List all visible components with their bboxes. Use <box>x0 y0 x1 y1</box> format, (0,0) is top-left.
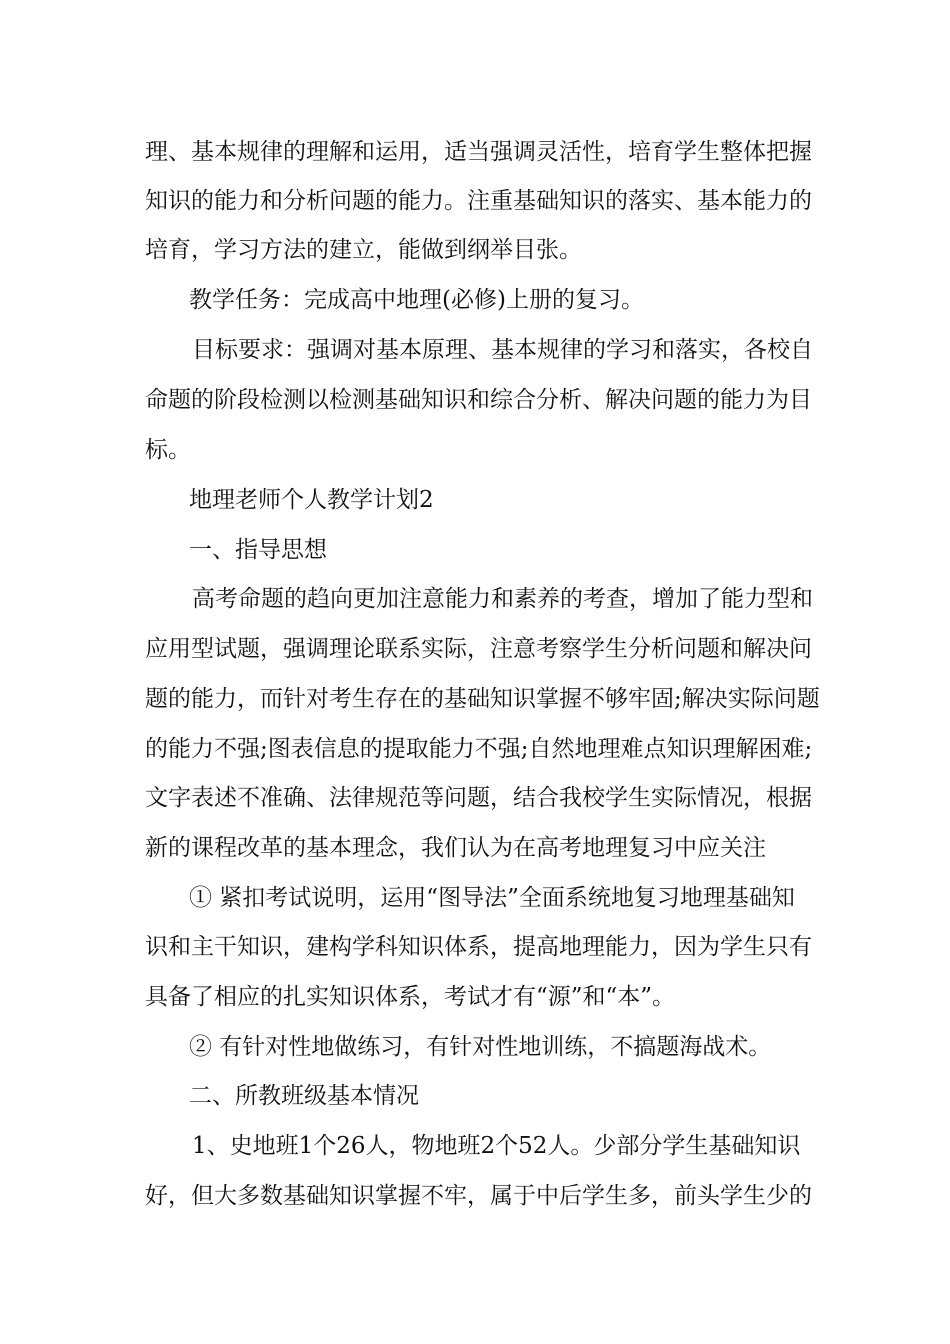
body-text-line: 培育，学习方法的建立，能做到纲举目张。 <box>145 237 582 263</box>
teaching-task-line: 教学任务：完成高中地理(必修)上册的复习。 <box>189 287 644 313</box>
body-text-line: 知识的能力和分析问题的能力。注重基础知识的落实、基本能力的 <box>145 188 812 214</box>
numbered-item-line: ② 有针对性地做练习，有针对性地训练，不搞题海战术。 <box>189 1034 772 1060</box>
body-text-line: 具备了相应的扎实知识体系，考试才有“源”和“本”。 <box>145 984 676 1010</box>
body-text-line: 新的课程改革的基本理念，我们认为在高考地理复习中应关注 <box>145 835 766 861</box>
numbered-item-line: ① 紧扣考试说明，运用“图导法”全面系统地复习地理基础知 <box>189 885 795 911</box>
body-text-line: 文字表述不准确、法律规范等问题，结合我校学生实际情况，根据 <box>145 785 812 811</box>
body-text-line: 理、基本规律的理解和运用，适当强调灵活性，培育学生整体把握 <box>145 139 812 165</box>
body-text-line: 标。 <box>145 437 191 463</box>
section-heading: 一、指导思想 <box>189 537 327 563</box>
goal-requirement-line: 目标要求：强调对基本原理、基本规律的学习和落实，各校自 <box>192 337 813 363</box>
body-text-line: 命题的阶段检测以检测基础知识和综合分析、解决问题的能力为目 <box>145 387 812 413</box>
body-text-line: 识和主干知识，建构学科知识体系，提高地理能力，因为学生只有 <box>145 934 812 960</box>
body-text-line: 好，但大多数基础知识掌握不牢，属于中后学生多，前头学生少的 <box>145 1183 812 1209</box>
section-heading: 二、所教班级基本情况 <box>189 1083 419 1109</box>
body-text-line: 1、史地班1个26人，物地班2个52人。少部分学生基础知识 <box>192 1133 801 1159</box>
body-text-line: 的能力不强;图表信息的提取能力不强;自然地理难点知识理解困难; <box>145 736 813 762</box>
section-title: 地理老师个人教学计划2 <box>189 487 434 513</box>
body-text-line: 高考命题的趋向更加注意能力和素养的考查，增加了能力型和 <box>192 586 813 612</box>
body-text-line: 应用型试题，强调理论联系实际，注意考察学生分析问题和解决问 <box>145 636 812 662</box>
body-text-line: 题的能力，而针对考生存在的基础知识掌握不够牢固;解决实际问题 <box>145 686 820 712</box>
